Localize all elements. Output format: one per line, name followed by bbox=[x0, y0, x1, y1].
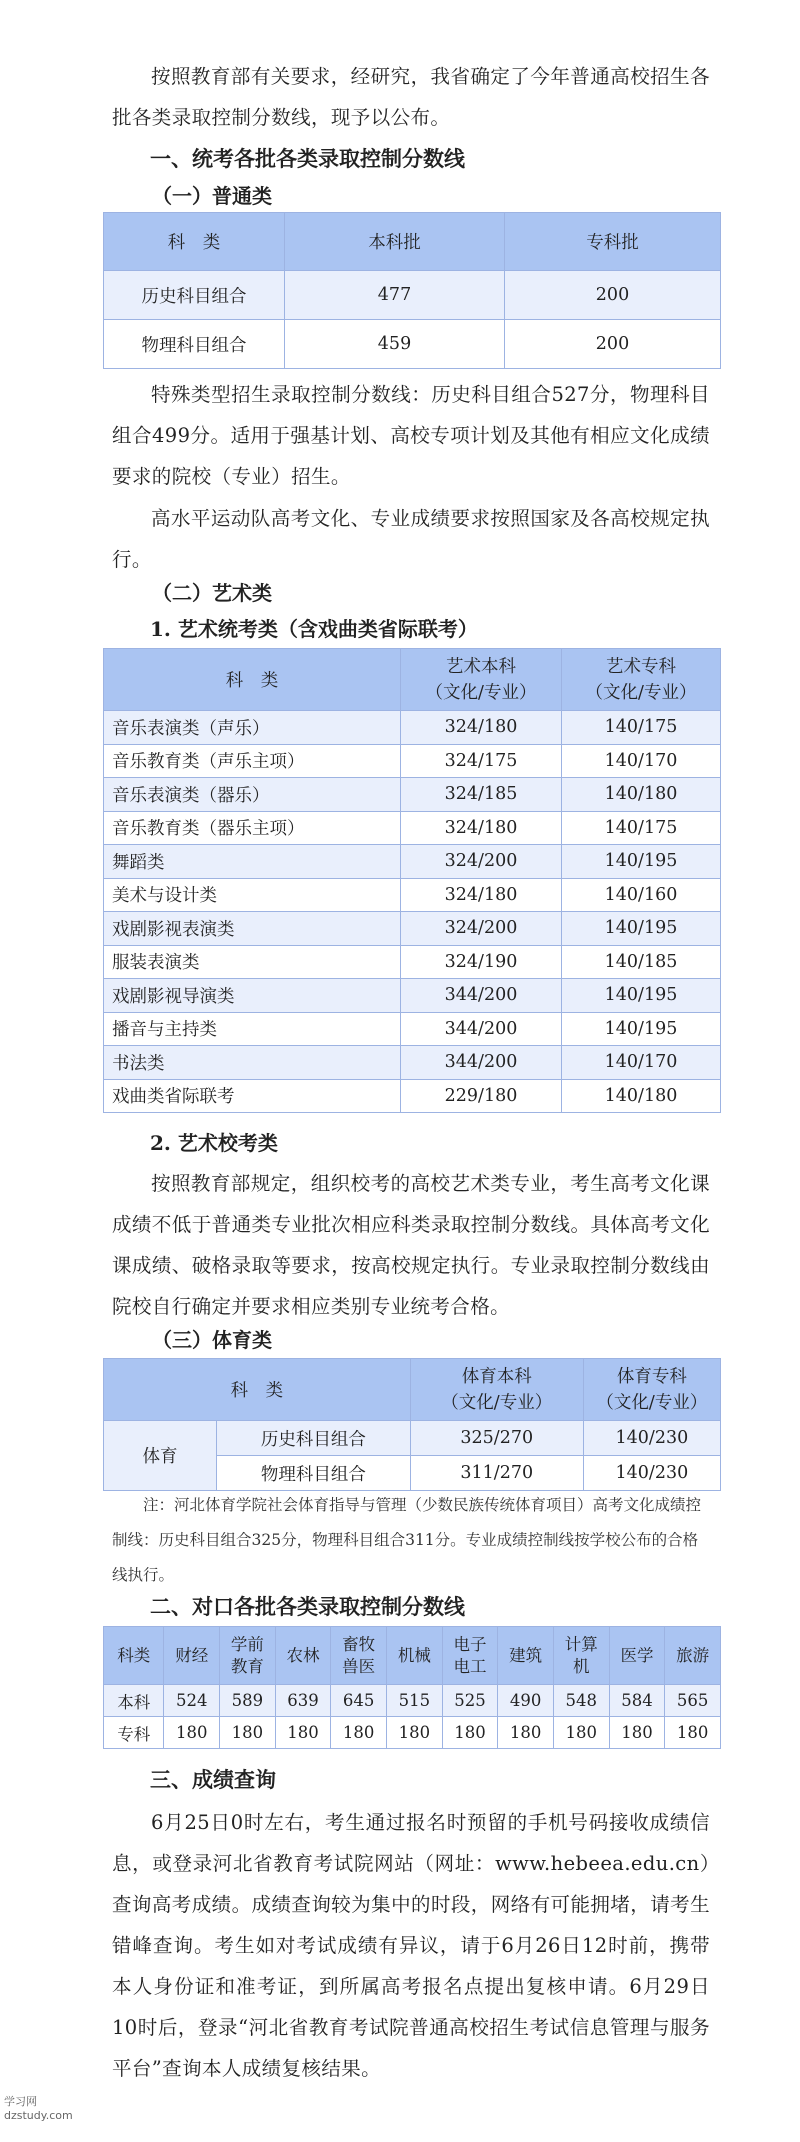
row-score: 589 bbox=[220, 1685, 276, 1717]
art-table-body bbox=[104, 711, 721, 1113]
special-type-paragraph: 特殊类型招生录取控制分数线：历史科目组合527分，物理科目组合499分。适用于强基计划、高校专项计划及其他有相应文化成绩要求的院校（专业）招生。 bbox=[112, 383, 710, 488]
row-level: 专科 bbox=[104, 1717, 164, 1749]
sports-team-paragraph: 高水平运动队高考文化、专业成绩要求按照国家及各高校规定执行。 bbox=[112, 507, 710, 571]
row-category: 音乐教育类（器乐主项） bbox=[104, 811, 401, 845]
header-line: 体育本科 bbox=[461, 1366, 532, 1387]
header-line: 体育专科 bbox=[616, 1366, 687, 1387]
header-line: （文化/专业） bbox=[441, 1392, 553, 1413]
row-score: 180 bbox=[164, 1717, 220, 1749]
row-undergrad-score: 311/270 bbox=[410, 1456, 583, 1491]
row-college-score: 140/160 bbox=[562, 878, 721, 912]
row-college-score: 140/195 bbox=[562, 912, 721, 946]
row-undergrad-score: 459 bbox=[285, 320, 505, 369]
row-score: 490 bbox=[498, 1685, 554, 1717]
row-college-score: 200 bbox=[505, 320, 721, 369]
col-header-art-college bbox=[562, 649, 721, 711]
row-college-score: 140/230 bbox=[583, 1456, 720, 1491]
row-college-score: 140/185 bbox=[562, 945, 721, 979]
col-header-vocational: 科类 bbox=[104, 1627, 164, 1685]
row-score: 180 bbox=[442, 1717, 498, 1749]
subsection-pe-heading: （三）体育类 bbox=[152, 1328, 272, 1352]
row-undergrad-score: 229/180 bbox=[401, 1079, 562, 1113]
table-row bbox=[104, 711, 721, 745]
col-header-vocational: 建筑 bbox=[498, 1627, 554, 1685]
header-line: （文化/专业） bbox=[596, 1392, 708, 1413]
row-category: 舞蹈类 bbox=[104, 845, 401, 879]
table-header-row bbox=[104, 213, 721, 271]
row-undergrad-score: 344/200 bbox=[401, 979, 562, 1013]
col-header-pe-college bbox=[583, 1359, 720, 1421]
watermark-line: 学习网 bbox=[4, 2095, 37, 2108]
header-line: 艺术本科 bbox=[446, 656, 516, 677]
table-header-row bbox=[104, 1627, 721, 1685]
col-header-vocational: 旅游 bbox=[665, 1627, 721, 1685]
row-score: 515 bbox=[387, 1685, 443, 1717]
row-score: 180 bbox=[331, 1717, 387, 1749]
header-line: 艺术专科 bbox=[606, 656, 676, 677]
row-category: 物理科目组合 bbox=[217, 1456, 411, 1491]
row-undergrad-score: 344/200 bbox=[401, 1012, 562, 1046]
row-undergrad-score: 324/180 bbox=[401, 711, 562, 745]
watermark bbox=[4, 2095, 73, 2123]
col-header-category: 科 类 bbox=[104, 1359, 411, 1421]
score-query-paragraph: 6月25日0时左右，考生通过报名时预留的手机号码接收成绩信息，或登录河北省教育考试院网站（网址：www.hebeea.edu.cn）查询高考成绩。成绩查询较为集中的时段，网络有可能拥堵，请考生错峰查询。考生如对考试成绩有异议，请于6月26日12时前，携带本人身份证和准考证，到所属高考报名点提出复核申请。6月29日10时后，登录“河北省教育考试院普通高校招生考试信息管理与服务平台”查询本人成绩复核结果。 bbox=[112, 1811, 710, 2080]
col-header-vocational: 畜牧 兽医 bbox=[331, 1627, 387, 1685]
row-category: 物理科目组合 bbox=[104, 320, 285, 369]
col-header-vocational: 电子 电工 bbox=[442, 1627, 498, 1685]
table-row bbox=[104, 912, 721, 946]
table-header-row bbox=[104, 1359, 721, 1421]
table-row bbox=[104, 1046, 721, 1080]
row-college-score: 140/195 bbox=[562, 1012, 721, 1046]
table-row bbox=[104, 1079, 721, 1113]
table-row bbox=[104, 845, 721, 879]
row-category: 音乐表演类（器乐） bbox=[104, 778, 401, 812]
row-category: 音乐表演类（声乐） bbox=[104, 711, 401, 745]
table-row bbox=[104, 979, 721, 1013]
row-undergrad-score: 324/200 bbox=[401, 912, 562, 946]
art-school-exam-heading: 2. 艺术校考类 bbox=[150, 1131, 278, 1155]
col-header-college: 专科批 bbox=[505, 213, 721, 271]
row-score: 524 bbox=[164, 1685, 220, 1717]
row-undergrad-score: 324/175 bbox=[401, 744, 562, 778]
row-category: 书法类 bbox=[104, 1046, 401, 1080]
row-undergrad-score: 324/180 bbox=[401, 811, 562, 845]
header-line: （文化/专业） bbox=[425, 682, 537, 703]
row-category: 音乐教育类（声乐主项） bbox=[104, 744, 401, 778]
row-score: 180 bbox=[220, 1717, 276, 1749]
col-header-vocational: 计算 机 bbox=[553, 1627, 609, 1685]
row-college-score: 140/230 bbox=[583, 1421, 720, 1456]
col-header-vocational: 学前 教育 bbox=[220, 1627, 276, 1685]
col-header-category: 科 类 bbox=[104, 649, 401, 711]
row-level: 本科 bbox=[104, 1685, 164, 1717]
art-score-table bbox=[103, 648, 721, 1113]
row-undergrad-score: 324/200 bbox=[401, 845, 562, 879]
col-header-vocational: 医学 bbox=[609, 1627, 665, 1685]
table-row bbox=[104, 878, 721, 912]
row-category: 戏曲类省际联考 bbox=[104, 1079, 401, 1113]
row-undergrad-score: 324/180 bbox=[401, 878, 562, 912]
row-category: 历史科目组合 bbox=[104, 271, 285, 320]
row-college-score: 140/180 bbox=[562, 1079, 721, 1113]
art-unified-heading: 1. 艺术统考类（含戏曲类省际联考） bbox=[150, 617, 478, 641]
art-school-exam-paragraph: 按照教育部规定，组织校考的高校艺术类专业，考生高考文化课成绩不低于普通类专业批次相应科类录取控制分数线。具体高考文化课成绩、破格录取等要求，按高校规定执行。专业录取控制分数线由院校自行确定并要求相应类别专业统考合格。 bbox=[112, 1172, 710, 1318]
col-header-vocational: 财经 bbox=[164, 1627, 220, 1685]
col-header-art-undergrad bbox=[401, 649, 562, 711]
row-score: 180 bbox=[498, 1717, 554, 1749]
row-score: 180 bbox=[553, 1717, 609, 1749]
table-row bbox=[104, 778, 721, 812]
subsection-art-heading: （二）艺术类 bbox=[152, 581, 272, 605]
row-score: 180 bbox=[665, 1717, 721, 1749]
table-row bbox=[104, 320, 721, 369]
row-score: 180 bbox=[387, 1717, 443, 1749]
row-category: 服装表演类 bbox=[104, 945, 401, 979]
col-header-category: 科 类 bbox=[104, 213, 285, 271]
row-undergrad-score: 477 bbox=[285, 271, 505, 320]
table-row bbox=[104, 1421, 721, 1456]
row-college-score: 140/175 bbox=[562, 811, 721, 845]
subsection-general-heading: （一）普通类 bbox=[152, 184, 272, 208]
row-category: 历史科目组合 bbox=[217, 1421, 411, 1456]
row-score: 584 bbox=[609, 1685, 665, 1717]
header-line: （文化/专业） bbox=[585, 682, 697, 703]
section2-heading: 二、对口各批各类录取控制分数线 bbox=[150, 1595, 465, 1619]
col-header-vocational: 农林 bbox=[275, 1627, 331, 1685]
row-undergrad-score: 325/270 bbox=[410, 1421, 583, 1456]
watermark-line: dzstudy.com bbox=[4, 2109, 73, 2122]
table-row bbox=[104, 1685, 721, 1717]
table-row bbox=[104, 811, 721, 845]
row-score: 565 bbox=[665, 1685, 721, 1717]
row-undergrad-score: 344/200 bbox=[401, 1046, 562, 1080]
general-score-table bbox=[103, 212, 721, 369]
row-score: 525 bbox=[442, 1685, 498, 1717]
row-college-score: 140/175 bbox=[562, 711, 721, 745]
row-category: 美术与设计类 bbox=[104, 878, 401, 912]
row-college-score: 140/170 bbox=[562, 744, 721, 778]
table-row bbox=[104, 945, 721, 979]
table-row bbox=[104, 744, 721, 778]
row-category: 播音与主持类 bbox=[104, 1012, 401, 1046]
pe-note: 注：河北体育学院社会体育指导与管理（少数民族传统体育项目）高考文化成绩控制线：历史科目组合325分，物理科目组合311分。专业成绩控制线按学校公布的合格线执行。 bbox=[112, 1496, 702, 1584]
table-row bbox=[104, 271, 721, 320]
table-row bbox=[104, 1012, 721, 1046]
row-college-score: 140/195 bbox=[562, 979, 721, 1013]
vocational-table-body bbox=[104, 1685, 721, 1749]
row-college-score: 200 bbox=[505, 271, 721, 320]
col-header-vocational: 机械 bbox=[387, 1627, 443, 1685]
row-undergrad-score: 324/190 bbox=[401, 945, 562, 979]
row-score: 548 bbox=[553, 1685, 609, 1717]
row-undergrad-score: 324/185 bbox=[401, 778, 562, 812]
row-college-score: 140/180 bbox=[562, 778, 721, 812]
table-row bbox=[104, 1717, 721, 1749]
pe-group-cell: 体育 bbox=[104, 1421, 217, 1491]
row-category: 戏剧影视表演类 bbox=[104, 912, 401, 946]
row-category: 戏剧影视导演类 bbox=[104, 979, 401, 1013]
pe-score-table bbox=[103, 1358, 721, 1491]
row-college-score: 140/195 bbox=[562, 845, 721, 879]
table-header-row bbox=[104, 649, 721, 711]
col-header-undergrad: 本科批 bbox=[285, 213, 505, 271]
section3-heading: 三、成绩查询 bbox=[150, 1768, 276, 1792]
row-score: 180 bbox=[609, 1717, 665, 1749]
row-score: 639 bbox=[275, 1685, 331, 1717]
vocational-score-table bbox=[103, 1626, 721, 1749]
section1-heading: 一、统考各批各类录取控制分数线 bbox=[150, 147, 465, 171]
intro-paragraph: 按照教育部有关要求，经研究，我省确定了今年普通高校招生各批各类录取控制分数线，现予以公布。 bbox=[112, 65, 710, 129]
row-score: 645 bbox=[331, 1685, 387, 1717]
row-score: 180 bbox=[275, 1717, 331, 1749]
row-college-score: 140/170 bbox=[562, 1046, 721, 1080]
col-header-pe-undergrad bbox=[410, 1359, 583, 1421]
